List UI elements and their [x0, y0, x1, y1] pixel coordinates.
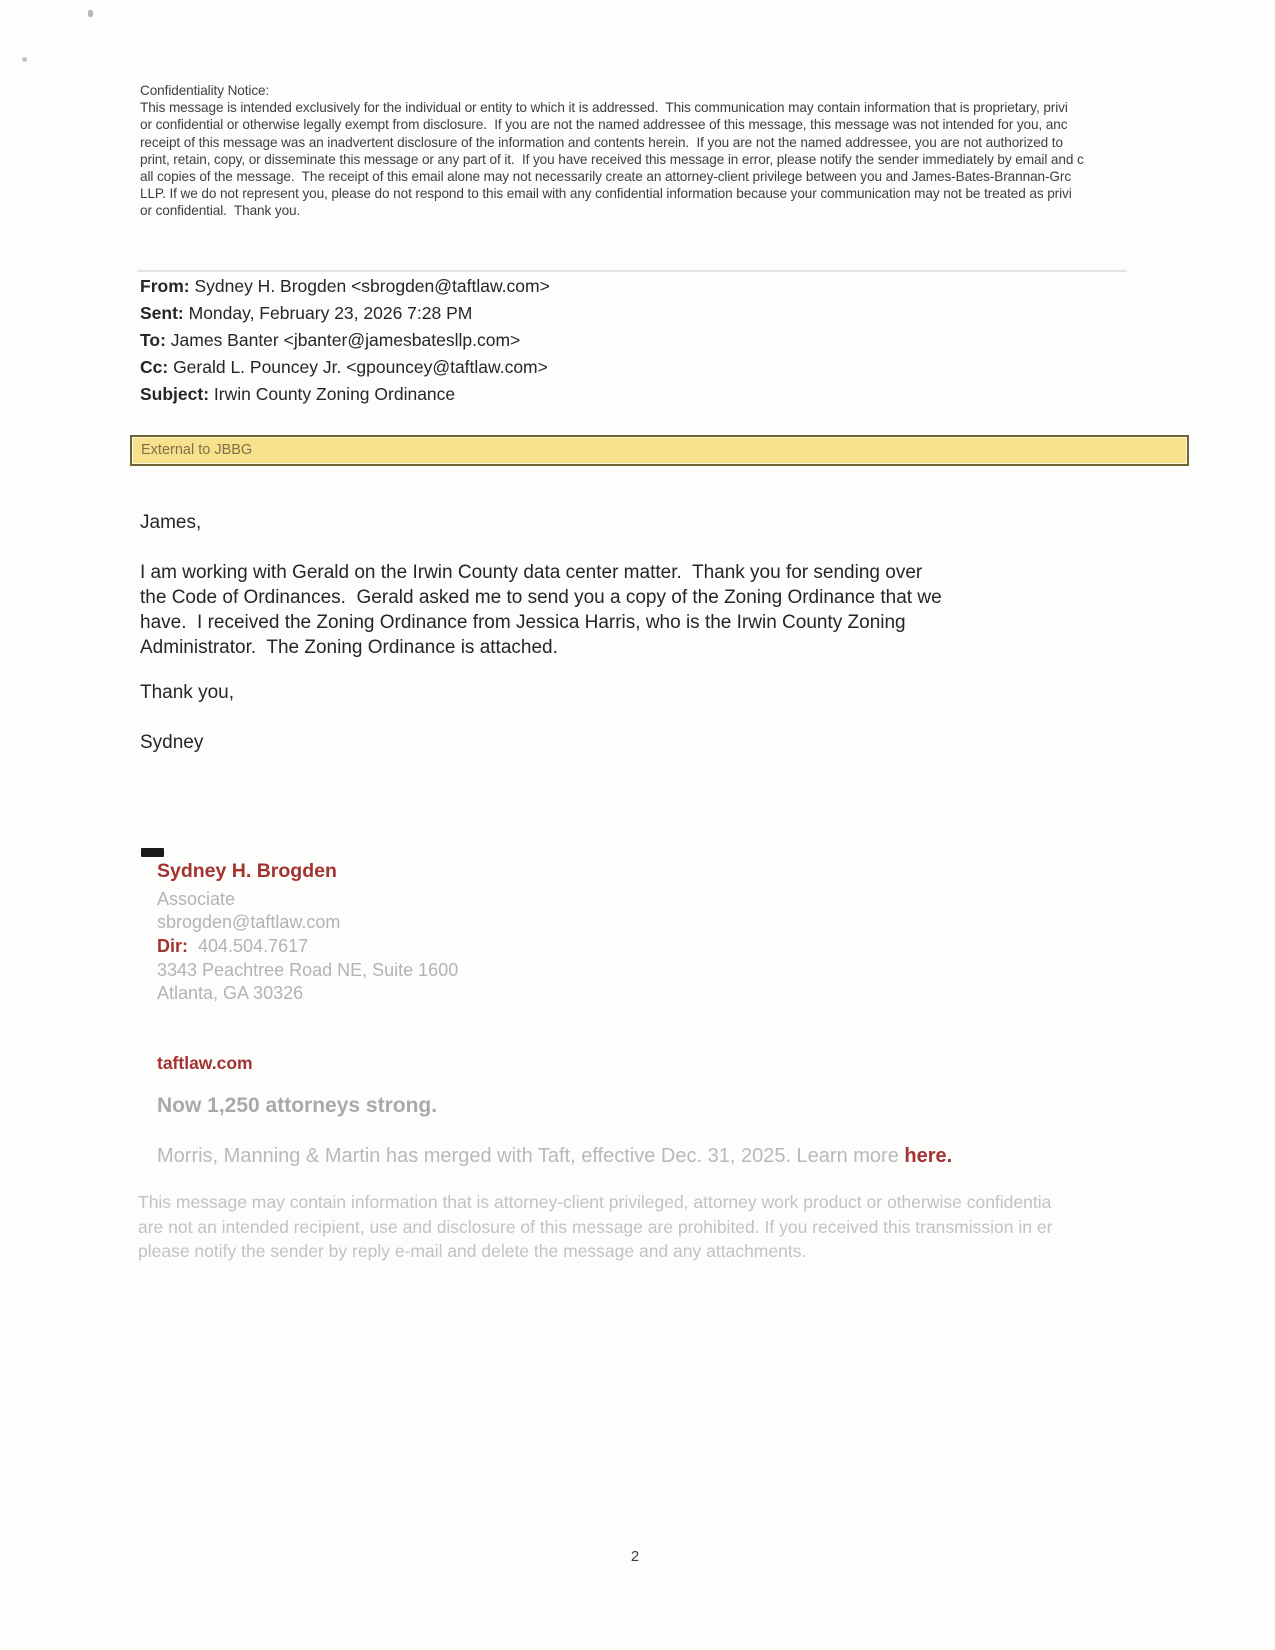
scan-artifact: [88, 10, 93, 17]
signature-address-line1: 3343 Peachtree Road NE, Suite 1600: [157, 960, 459, 980]
merger-text: Morris, Manning & Martin has merged with Taft, effective Dec. 31, 2025. Learn more: [157, 1145, 905, 1167]
email-disclaimer: [138, 1190, 1180, 1264]
email-header-cc: [140, 357, 1140, 384]
from-value: Sydney H. Brogden <sbrogden@taftlaw.com>: [194, 276, 550, 296]
to-label: To:: [140, 330, 171, 350]
confidentiality-notice-line: This message is intended exclusively for the individual or entity to which it is addressed. This communication may contain information that is proprietary, privi: [140, 100, 1068, 116]
signature-name: Sydney H. Brogden: [157, 860, 337, 882]
email-header-sent: [140, 303, 1140, 330]
body-line: the Code of Ordinances. Gerald asked me to send you a copy of the Zoning Ordinance that we: [140, 587, 942, 608]
here-link: here.: [904, 1145, 953, 1167]
header-divider-line: [137, 270, 1127, 272]
external-warning-banner: [130, 435, 1189, 466]
dir-label: Dir:: [157, 936, 188, 956]
disclaimer-line: This message may contain information that is attorney-client privileged, attorney work product or otherwise confidentia: [138, 1192, 1052, 1212]
signature-phone: 404.504.7617: [188, 936, 309, 956]
broken-image-icon: [141, 848, 164, 857]
confidentiality-notice-line: or confidential or otherwise legally exempt from disclosure. If you are not the named addressee of this message, this message was not intended for you, anc: [140, 117, 1068, 133]
subject-value: Irwin County Zoning Ordinance: [213, 384, 456, 404]
email-body-paragraph: [140, 560, 1140, 660]
confidentiality-notice-line: LLP. If we do not represent you, please do not respond to this email with any confidential information because your communication may not be treated as privi: [140, 186, 1072, 202]
email-greeting: James,: [140, 512, 202, 533]
email-header-from: [140, 276, 1140, 303]
page-number: 2: [630, 1548, 640, 1565]
confidentiality-notice-line: receipt of this message was an inadvertent disclosure of the information and contents herein. If you are not the named addressee, you are not authorized to: [140, 134, 1063, 150]
disclaimer-line: are not an intended recipient, use and disclosure of this message are prohibited. If you received this transmission in er: [138, 1216, 1053, 1237]
external-banner-text: External to JBBG: [141, 442, 253, 458]
email-header-subject: [140, 384, 1140, 411]
signature-phone-row: [157, 936, 308, 957]
email-headers: [140, 276, 1140, 411]
body-line: Administrator. The Zoning Ordinance is attached.: [140, 637, 558, 658]
confidentiality-notice: [140, 82, 1180, 220]
signature-email: sbrogden@taftlaw.com: [157, 912, 341, 932]
merger-announcement: [157, 1145, 952, 1168]
sent-label: Sent:: [140, 303, 189, 323]
email-closing: Thank you,: [140, 682, 234, 703]
confidentiality-notice-line: print, retain, copy, or disseminate this message or any part of it. If you have received this message in error, please notify the sender immediately by email and c: [140, 151, 1084, 167]
scan-artifact: [22, 57, 27, 62]
confidentiality-notice-line: all copies of the message. The receipt of this email alone may not necessarily create an attorney-client privilege between you and James-Bates-Brannan-Grc: [140, 169, 1072, 185]
subject-label: Subject:: [140, 384, 214, 404]
sent-value: Monday, February 23, 2026 7:28 PM: [188, 303, 473, 323]
firm-tagline: Now 1,250 attorneys strong.: [157, 1094, 438, 1117]
email-header-to: [140, 330, 1140, 357]
cc-label: Cc:: [140, 357, 174, 377]
confidentiality-notice-line: or confidential. Thank you.: [140, 203, 301, 219]
confidentiality-notice-title: Confidentiality Notice:: [140, 83, 270, 98]
email-signoff: Sydney: [140, 732, 204, 753]
body-line: I am working with Gerald on the Irwin County data center matter. Thank you for sending over: [140, 562, 923, 583]
from-label: From:: [140, 276, 195, 296]
disclaimer-line: please notify the sender by reply e-mail and delete the message and any attachments.: [138, 1241, 807, 1261]
signature-address-line2: Atlanta, GA 30326: [157, 983, 304, 1003]
signature-job-title: Associate: [157, 889, 236, 909]
to-value: James Banter <jbanter@jamesbatesllp.com>: [170, 330, 521, 350]
cc-value: Gerald L. Pouncey Jr. <gpouncey@taftlaw.com>: [173, 357, 548, 377]
firm-website: taftlaw.com: [157, 1053, 253, 1073]
body-line: have. I received the Zoning Ordinance from Jessica Harris, who is the Irwin County Zoning: [140, 612, 906, 633]
